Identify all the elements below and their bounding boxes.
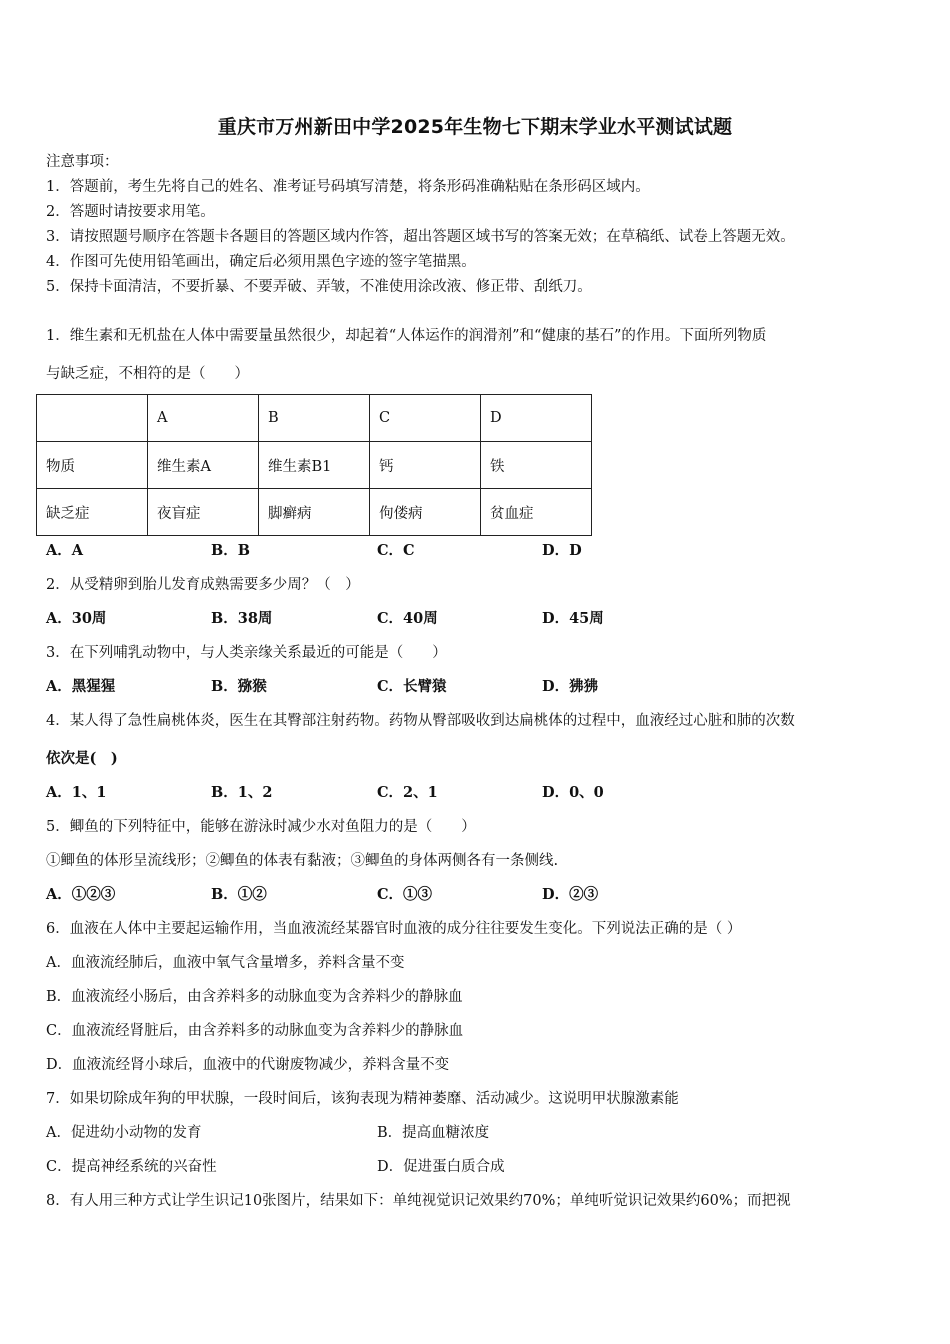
option-a: A．A — [46, 542, 84, 559]
notice-item: 3．请按照题号顺序在答题卡各题目的答题区域内作答，超出答题区域书写的答案无效；在草稿纸、试卷上答题无效。 — [46, 229, 795, 245]
table-cell — [37, 395, 148, 442]
option-d: D．45周 — [542, 610, 604, 627]
table-cell: 物质 — [37, 442, 148, 489]
question-7-stem: 7．如果切除成年狗的甲状腺，一段时间后，该狗表现为精神萎靡、活动减少。这说明甲状腺激素能 — [46, 1091, 679, 1107]
option-d: D．血液流经肾小球后，血液中的代谢废物减少，养料含量不变 — [46, 1057, 450, 1073]
notice-item: 1．答题前，考生先将自己的姓名、准考证号码填写清楚，将条形码准确粘贴在条形码区域内。 — [46, 179, 650, 195]
table-cell: 维生素B1 — [259, 442, 370, 489]
question-8-stem: 8．有人用三种方式让学生识记10张图片，结果如下：单纯视觉识记效果约70%；单纯听觉识记效果约60%；而把视 — [46, 1193, 791, 1209]
page-title: 重庆市万州新田中学2025年生物七下期末学业水平测试试题 — [217, 116, 733, 138]
question-1-table — [36, 394, 592, 536]
table-cell: 缺乏症 — [37, 489, 148, 536]
question-5-stem: 5．鲫鱼的下列特征中，能够在游泳时减少水对鱼阻力的是（ ） — [46, 819, 476, 835]
table-cell: 钙 — [370, 442, 481, 489]
table-cell: A — [148, 395, 259, 442]
question-1-stem-cont: 与缺乏症，不相符的是（ ） — [46, 366, 249, 382]
option-c: C．血液流经肾脏后，由含养料多的动脉血变为含养料少的静脉血 — [46, 1023, 464, 1039]
question-3-stem: 3．在下列哺乳动物中，与人类亲缘关系最近的可能是（ ） — [46, 645, 447, 661]
option-b: B．猕猴 — [211, 678, 267, 695]
option-a: A．1、1 — [46, 784, 107, 801]
option-c: C．C — [377, 542, 415, 559]
option-b: B．提高血糖浓度 — [377, 1125, 490, 1141]
option-a: A．促进幼小动物的发育 — [46, 1125, 202, 1141]
option-d: D．狒狒 — [542, 678, 599, 695]
table-cell: 夜盲症 — [148, 489, 259, 536]
table-row — [37, 395, 592, 442]
notice-heading: 注意事项： — [46, 154, 119, 170]
option-c: C．提高神经系统的兴奋性 — [46, 1159, 217, 1175]
table-row — [37, 489, 592, 536]
question-2-stem: 2．从受精卵到胎儿发育成熟需要多少周？（ ） — [46, 577, 360, 593]
question-6-stem: 6．血液在人体中主要起运输作用，当血液流经某器官时血液的成分往往要发生变化。下列说法正确的是（ ） — [46, 921, 742, 937]
option-a: A．血液流经肺后，血液中氧气含量增多，养料含量不变 — [46, 955, 405, 971]
option-d: D．②③ — [542, 886, 599, 903]
option-c: C．①③ — [377, 886, 433, 903]
option-b: B．1、2 — [211, 784, 273, 801]
notice-item: 4．作图可先使用铅笔画出，确定后必须用黑色字迹的签字笔描黑。 — [46, 254, 476, 270]
table-row — [37, 442, 592, 489]
option-b: B．B — [211, 542, 251, 559]
question-5-detail: ①鲫鱼的体形呈流线形；②鲫鱼的体表有黏液；③鲫鱼的身体两侧各有一条侧线. — [46, 853, 559, 869]
question-4-stem: 4．某人得了急性扁桃体炎，医生在其臀部注射药物。药物从臀部吸收到达扁桃体的过程中，血液经过心脏和肺的次数 — [46, 713, 795, 729]
table-cell: 佝偻病 — [370, 489, 481, 536]
option-a: A．①②③ — [46, 886, 116, 903]
option-b: B．38周 — [211, 610, 273, 627]
question-4-stem-cont: 依次是( ) — [46, 750, 118, 767]
table-cell: D — [481, 395, 592, 442]
option-d: D．促进蛋白质合成 — [377, 1159, 505, 1175]
option-c: C．2、1 — [377, 784, 438, 801]
option-d: D．0、0 — [542, 784, 604, 801]
notice-item: 5．保持卡面清洁，不要折暴、不要弄破、弄皱，不准使用涂改液、修正带、刮纸刀。 — [46, 279, 592, 295]
option-a: A．30周 — [46, 610, 107, 627]
option-a: A．黑猩猩 — [46, 678, 116, 695]
option-c: C．长臂猿 — [377, 678, 447, 695]
option-d: D．D — [542, 542, 582, 559]
option-b: B．①② — [211, 886, 267, 903]
notice-item: 2．答题时请按要求用笔。 — [46, 204, 215, 220]
table-cell: 贫血症 — [481, 489, 592, 536]
table-cell: B — [259, 395, 370, 442]
option-c: C．40周 — [377, 610, 438, 627]
table-cell: 维生素A — [148, 442, 259, 489]
question-1-stem: 1．维生素和无机盐在人体中需要量虽然很少，却起着“人体运作的润滑剂”和“健康的基石”的作用。下面所列物质 — [46, 328, 767, 344]
table-cell: C — [370, 395, 481, 442]
table-cell: 脚癣病 — [259, 489, 370, 536]
table-cell: 铁 — [481, 442, 592, 489]
option-b: B．血液流经小肠后，由含养料多的动脉血变为含养料少的静脉血 — [46, 989, 463, 1005]
